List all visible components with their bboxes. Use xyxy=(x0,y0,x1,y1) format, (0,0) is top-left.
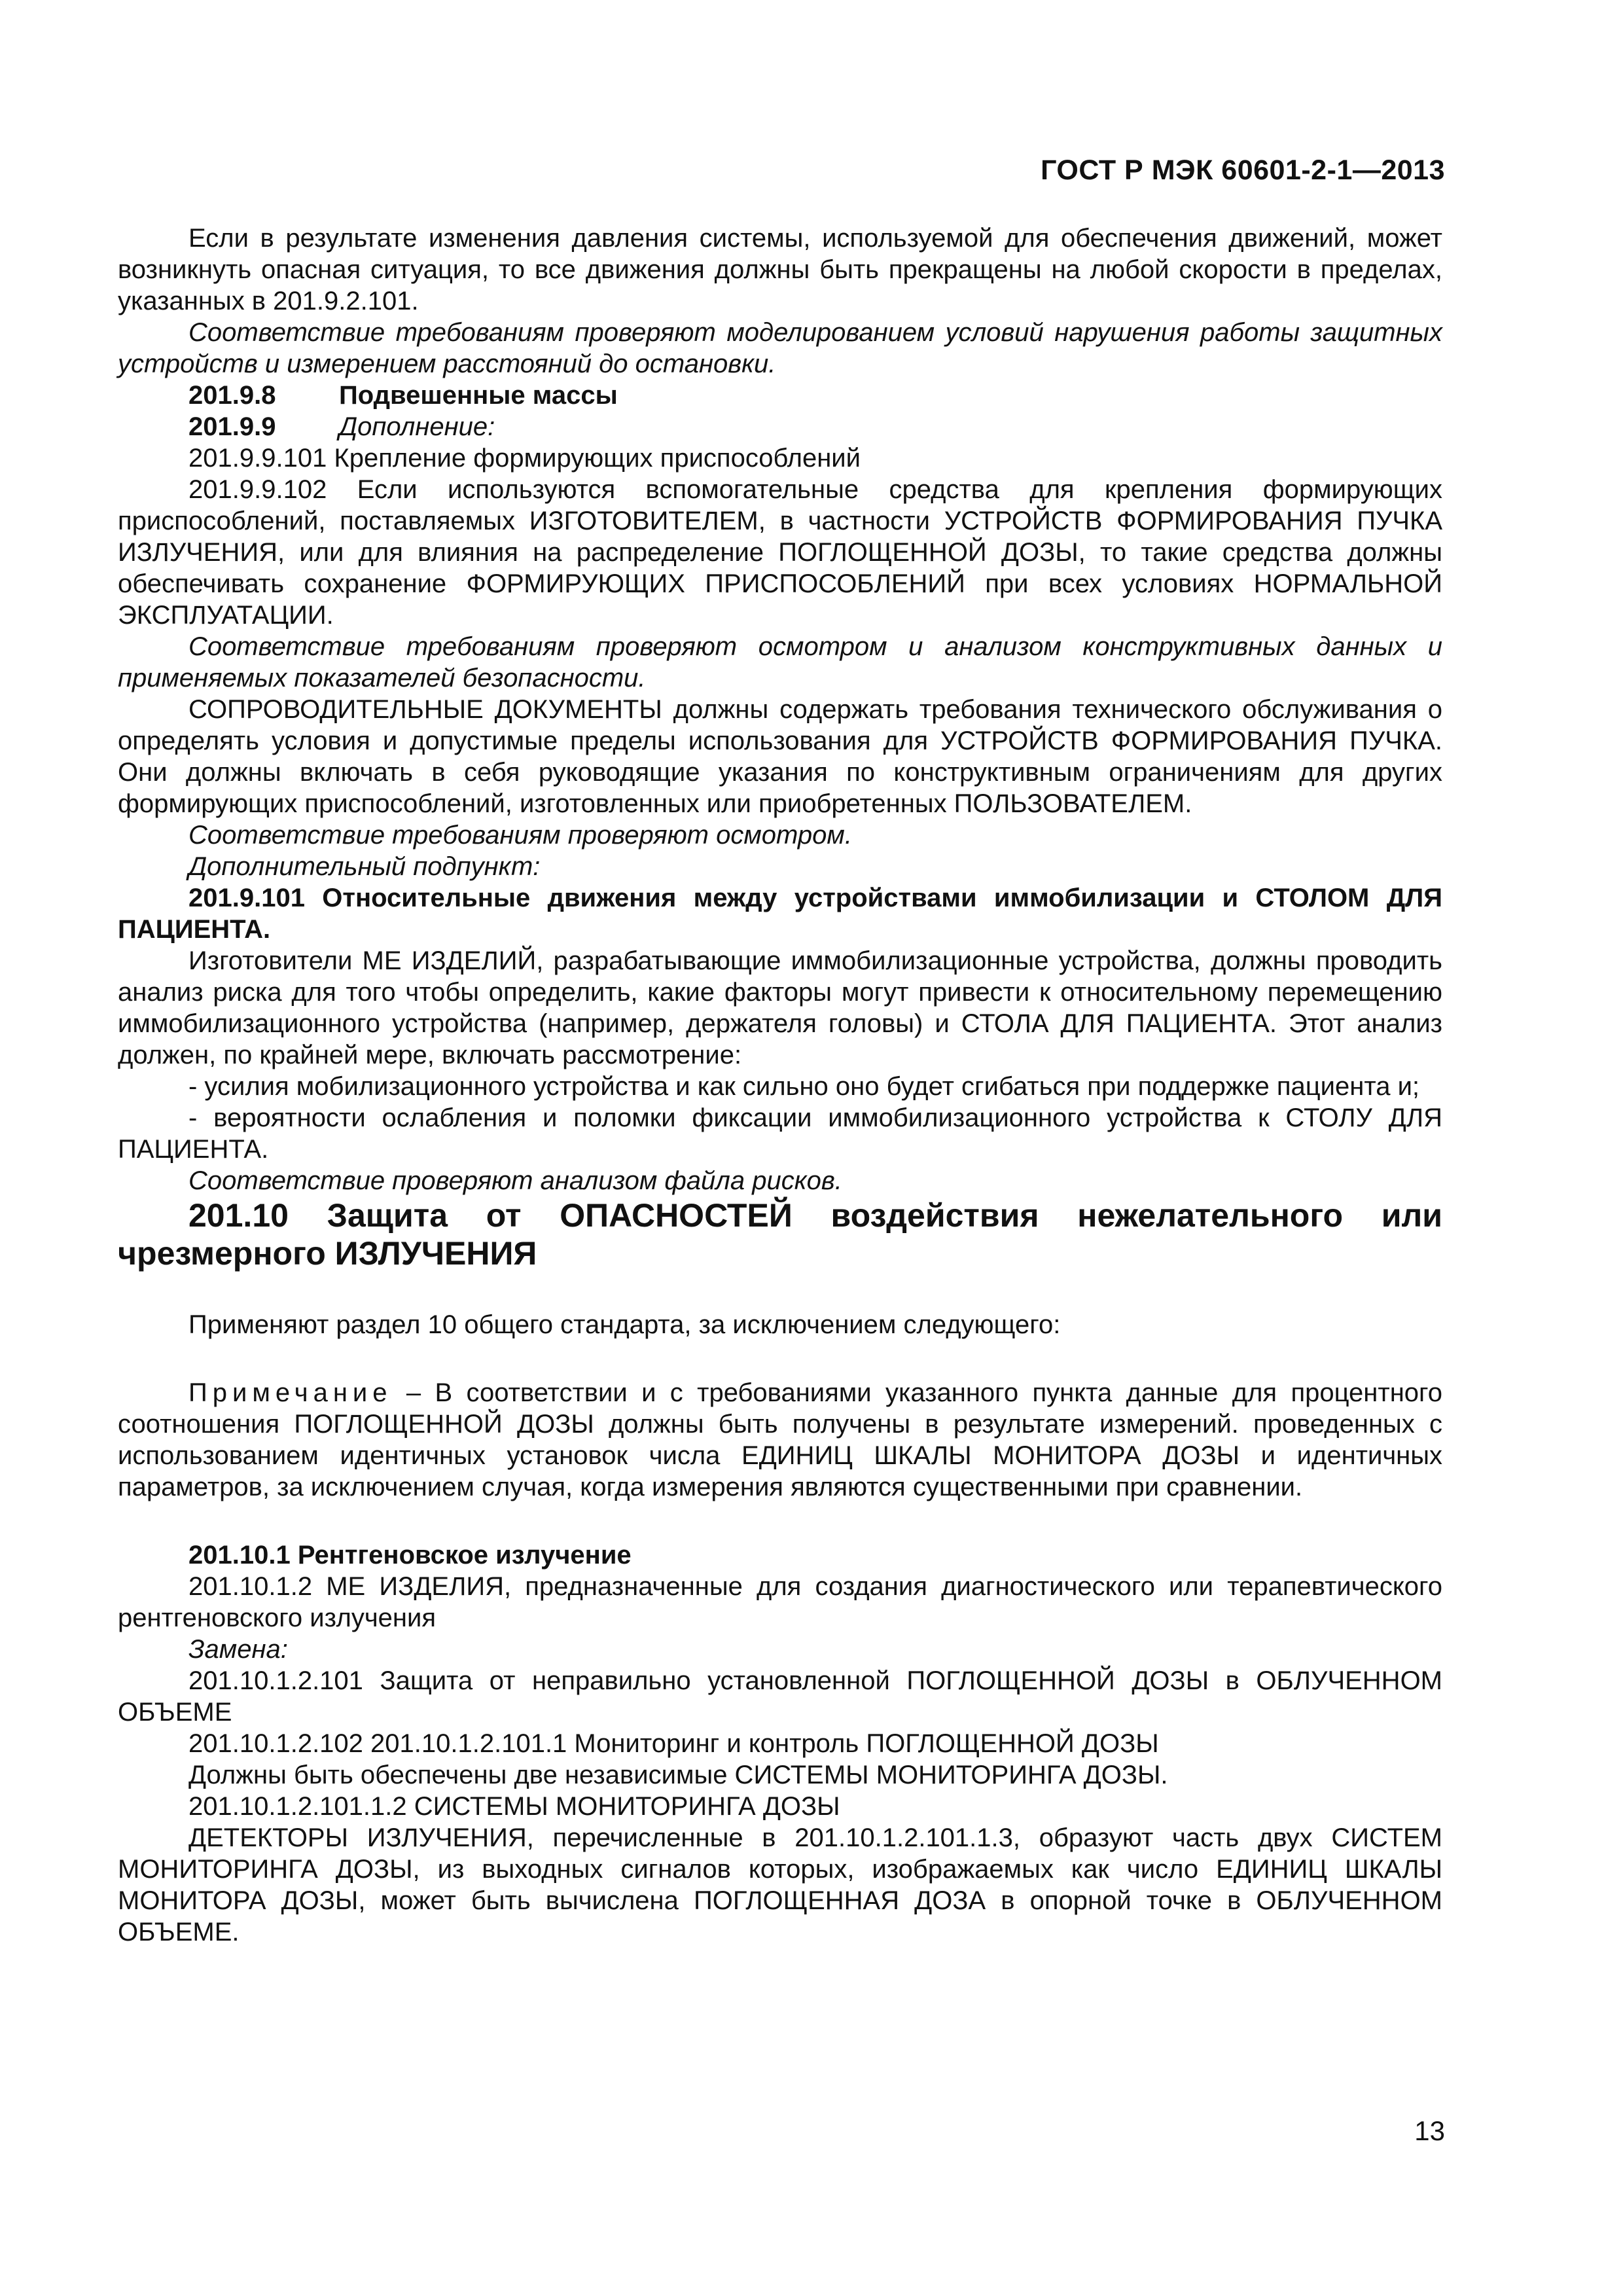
list-item: - усилия мобилизационного устройства и как сильно оно будет сгибаться при поддержке пациента и; xyxy=(188,1072,1420,1101)
paragraph: 201.9.9.102 Если используются вспомогательные средства для крепления формирующих приспособлений, поставляемых ИЗГОТОВИТЕЛЕМ, в частности УСТРОЙСТВ ФОРМИРОВАНИЯ ПУЧКА ИЗЛУЧЕНИЯ, или для влияния на распределение ПОГЛОЩЕННОЙ ДОЗЫ, то такие средства должны обеспечивать сохранение ФОРМИРУЮЩИХ ПРИСПОСОБЛЕНИЙ при всех условиях НОРМАЛЬНОЙ ЭКСПЛУАТАЦИИ. xyxy=(118,475,1442,630)
paragraph: Если в результате изменения давления системы, используемой для обеспечения движений, может возникнуть опасная ситуация, то все движения должны быть прекращены на любой скорости в пределах, указанных в 201.9.2.101. xyxy=(118,224,1442,315)
paragraph: 201.10.1.2.102 201.10.1.2.101.1 Мониторинг и контроль ПОГЛОЩЕННОЙ ДОЗЫ xyxy=(188,1729,1159,1758)
paragraph: 201.10.1.2.101.1.2 СИСТЕМЫ МОНИТОРИНГА ДОЗЫ xyxy=(188,1792,840,1821)
list-item: - вероятности ослабления и поломки фиксации иммобилизационного устройства к СТОЛУ ДЛЯ ПАЦИЕНТА. xyxy=(118,1103,1442,1164)
paragraph: 201.9.9.101 Крепление формирующих приспособлений xyxy=(188,444,861,473)
section-heading-201-9-8 xyxy=(118,380,1442,411)
section-heading-201-10-1: 201.10.1 Рентгеновское излучение xyxy=(188,1541,632,1570)
note-paragraph xyxy=(118,1377,1442,1503)
compliance-paragraph: Соответствие проверяют анализом файла рисков. xyxy=(188,1166,842,1195)
paragraph: Должны быть обеспечены две независимые СИСТЕМЫ МОНИТОРИНГА ДОЗЫ. xyxy=(188,1761,1168,1789)
document-header: ГОСТ Р МЭК 60601-2-1—2013 xyxy=(1041,154,1445,186)
section-number: 201.9.8 xyxy=(188,381,276,410)
subclause-label: Дополнительный подпункт: xyxy=(188,852,541,881)
note-text: – В соответствии и с требованиями указанного пункта данные для процентного соотношения ПОГЛОЩЕННОЙ ДОЗЫ должны быть получены в результате измерений. проведенных с использованием идентичных установок числа ЕДИНИЦ ШКАЛЫ МОНИТОРА ДОЗЫ и идентичных параметров, за исключением случая, когда измерения являются существенными при сравнении. xyxy=(118,1378,1442,1501)
paragraph: СОПРОВОДИТЕЛЬНЫЕ ДОКУМЕНТЫ должны содержать требования технического обслуживания о определять условия и допустимые пределы использования для УСТРОЙСТВ ФОРМИРОВАНИЯ ПУЧКА. Они должны включать в себя руководящие указания по конструктивным ограничениям для других формирующих приспособлений, изготовленных или приобретенных ПОЛЬЗОВАТЕЛЕМ. xyxy=(118,695,1442,818)
replacement-label: Замена: xyxy=(188,1635,288,1664)
section-number: 201.9.9 xyxy=(188,412,276,441)
section-title: Дополнение: xyxy=(339,412,495,441)
note-label: Примечание xyxy=(188,1378,393,1407)
section-heading-201-10: 201.10 Защита от ОПАСНОСТЕЙ воздействия нежелательного или чрезмерного ИЗЛУЧЕНИЯ xyxy=(118,1197,1442,1272)
paragraph: Изготовители МЕ ИЗДЕЛИЙ, разрабатывающие иммобилизационные устройства, должны проводить анализ риска для того чтобы определить, какие факторы могут привести к относительному перемещению иммобилизационного устройства (например, держателя головы) и СТОЛА ДЛЯ ПАЦИЕНТА. Этот анализ должен, по крайней мере, включать рассмотрение: xyxy=(118,946,1442,1069)
compliance-paragraph: Соответствие требованиям проверяют осмотром. xyxy=(188,821,852,850)
section-heading-201-9-9 xyxy=(118,411,1442,442)
compliance-paragraph: Соответствие требованиям проверяют осмотром и анализом конструктивных данных и применяемых показателей безопасности. xyxy=(118,632,1442,692)
paragraph: 201.10.1.2 МЕ ИЗДЕЛИЯ, предназначенные для создания диагностического или терапевтического рентгеновского излучения xyxy=(118,1572,1442,1632)
section-heading-201-9-101: 201.9.101 Относительные движения между устройствами иммобилизации и СТОЛОМ ДЛЯ ПАЦИЕНТА. xyxy=(118,884,1442,944)
compliance-paragraph: Соответствие требованиям проверяют моделированием условий нарушения работы защитных устройств и измерением расстояний до остановки. xyxy=(118,318,1442,378)
section-title: Подвешенные массы xyxy=(339,381,618,410)
paragraph: ДЕТЕКТОРЫ ИЗЛУЧЕНИЯ, перечисленные в 201.10.1.2.101.1.3, образуют часть двух СИСТЕМ МОНИТОРИНГА ДОЗЫ, из выходных сигналов которых, изображаемых как число ЕДИНИЦ ШКАЛЫ МОНИТОРА ДОЗЫ, может быть вычислена ПОГЛОЩЕННАЯ ДОЗА в опорной точке в ОБЛУЧЕННОМ ОБЪЕМЕ. xyxy=(118,1823,1442,1946)
document-body xyxy=(118,223,1442,1948)
paragraph: Применяют раздел 10 общего стандарта, за исключением следующего: xyxy=(188,1310,1061,1339)
page-number: 13 xyxy=(1414,2115,1445,2146)
paragraph: 201.10.1.2.101 Защита от неправильно установленной ПОГЛОЩЕННОЙ ДОЗЫ в ОБЛУЧЕННОМ ОБЪЕМЕ xyxy=(118,1666,1442,1727)
